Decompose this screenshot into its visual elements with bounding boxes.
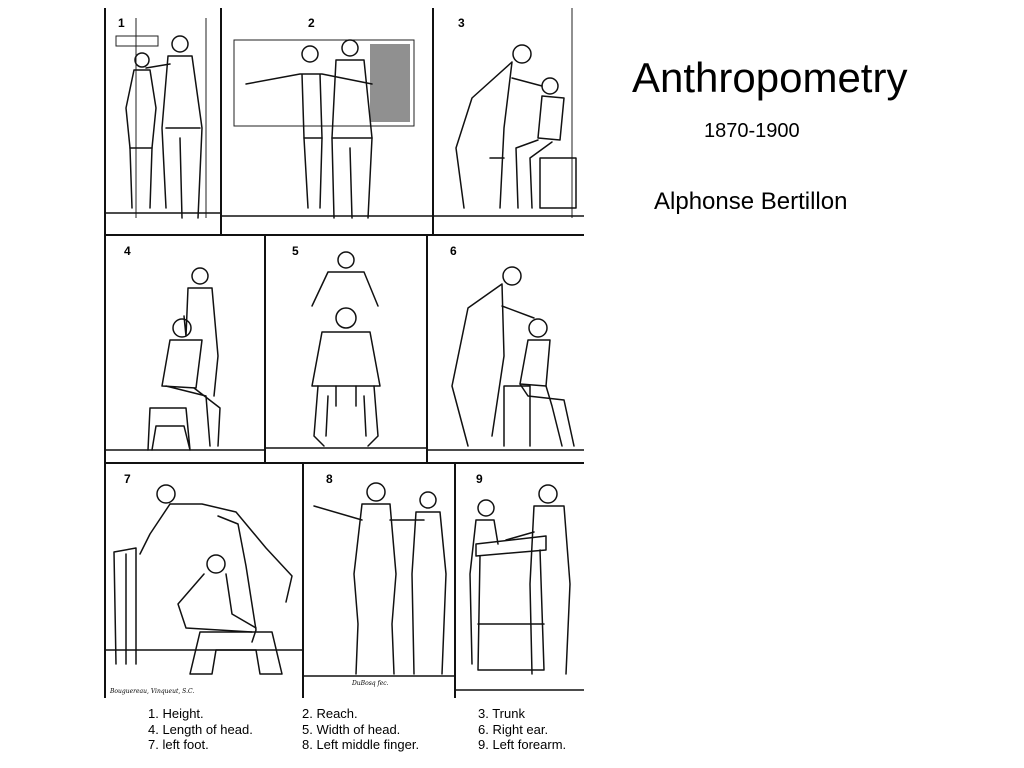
caption-left-forearm: 9. Left forearm.: [478, 737, 567, 752]
panel-left-middle-finger: [304, 464, 454, 698]
panel-width-of-head: [266, 236, 426, 462]
panel-reach: [222, 8, 432, 234]
panel-number: 4: [124, 244, 131, 258]
slide-author: Alphonse Bertillon: [654, 188, 848, 215]
panel-number: 6: [450, 244, 457, 258]
caption-length-of-head: 4. Length of head.: [148, 721, 253, 737]
left-foot-drawing: [106, 464, 302, 698]
engraver-signature: DuBosq fec.: [352, 680, 389, 687]
panel-right-ear: [428, 236, 584, 462]
illustration-row-1: [104, 8, 584, 236]
panel-length-of-head: [106, 236, 264, 462]
left-forearm-drawing: [456, 464, 584, 698]
caption-width-of-head: 5. Width of head.: [302, 721, 401, 737]
panel-trunk: [434, 8, 584, 234]
caption-left-middle-finger: 8. Left middle finger.: [302, 737, 420, 752]
caption-reach: 2. Reach.: [302, 706, 358, 721]
head-width-drawing: [266, 236, 426, 462]
height-measurement-drawing: [106, 8, 220, 234]
panel-height: [106, 8, 220, 234]
panel-number: 2: [308, 16, 315, 30]
panel-number: 3: [458, 16, 465, 30]
caption-left-foot: 7. left foot.: [148, 737, 209, 752]
reach-measurement-drawing: [222, 8, 432, 234]
panel-number: 9: [476, 472, 483, 486]
caption-column-3: [478, 706, 566, 753]
panel-number: 8: [326, 472, 333, 486]
illustration-row-3: [104, 464, 584, 698]
caption-column-2: [302, 706, 419, 753]
engraver-signature: Bouguereau, Vinqueut, S.C.: [110, 688, 195, 695]
bertillon-illustration: [104, 8, 584, 698]
illustration-row-2: [104, 236, 584, 464]
middle-finger-drawing: [304, 464, 454, 698]
panel-number: 5: [292, 244, 299, 258]
head-length-drawing: [106, 236, 264, 462]
caption-column-1: [148, 706, 253, 753]
panel-number: 1: [118, 16, 125, 30]
caption-trunk: 3. Trunk: [478, 706, 525, 721]
caption-height: 1. Height.: [148, 706, 204, 721]
slide-years: 1870-1900: [704, 120, 800, 142]
panel-left-foot: [106, 464, 302, 698]
panel-number: 7: [124, 472, 131, 486]
slide-title: Anthropometry: [632, 54, 908, 101]
caption-right-ear: 6. Right ear.: [478, 721, 549, 737]
right-ear-drawing: [428, 236, 584, 462]
panel-left-forearm: [456, 464, 584, 698]
trunk-measurement-drawing: [434, 8, 584, 234]
